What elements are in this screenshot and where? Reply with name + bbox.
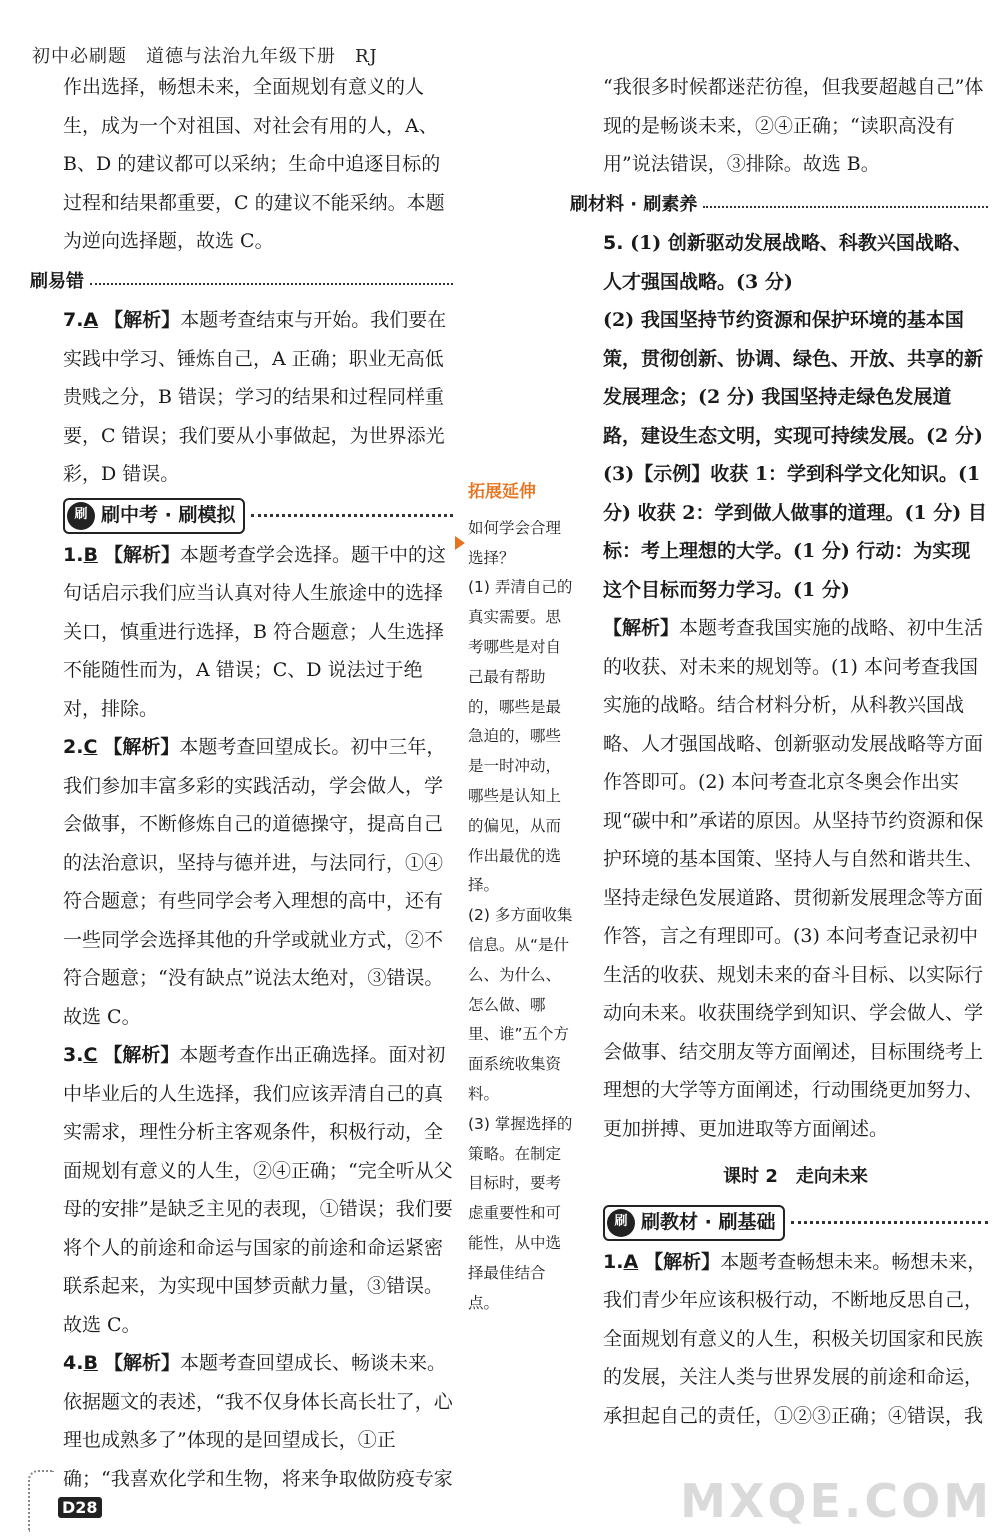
question-1: 1.B 【解析】本题考查学会选择。题干中的这句话启示我们应当认真对待人生旅途中的选择关口，慎重进行选择，B 符合题意；人生选择不能随性而为，A 错误；C、D 说法过于绝对，排除。: [63, 543, 446, 720]
sidebar-point-3: (3) 掌握选择的策略。在制定目标时，要考虑重要性和可能性，从中选择最佳结合点。: [468, 1114, 573, 1312]
lesson2-question-1: 1.A 【解析】本题考查畅想未来。畅想未来，我们青少年应该积极行动，不断地反思自己，全面规划有意义的人生，积极关切国家和民族的发展，关注人类与世界发展的前途和命运，承担起自己的责任，①②③正确；④错误，我: [603, 1250, 987, 1427]
corner-decoration: [28, 1470, 54, 1532]
intro-paragraph: 作出选择，畅想未来，全面规划有意义的人生，成为一个对祖国、对社会有用的人，A、B、D 的建议都可以采纳；生命中追逐目标的过程和结果都重要，C 的建议不能采纳。本题为逆向选择题，故选 C。: [63, 76, 445, 252]
question-3: 3.C 【解析】本题考查作出正确选择。面对初中毕业后的人生选择，我们应该弄清自己的真实需求，理性分析主客观条件，积极行动，全面规划有意义的人生，②④正确；“完全听从父母的安排”是缺乏主见的表现，①错误；我们要将个人的前途和命运与国家的前途和命运紧密联系起来，为实现中国梦贡献力量，③错误。故选 C。: [63, 1044, 453, 1336]
question-2: 2.C 【解析】本题考查回望成长。初中三年，我们参加丰富多彩的实践活动，学会做人，学会做事，不断修炼自己的道德操守，提高自己的法治意识，坚持与德并进，与法同行，①④符合题意；有些同学会考入理想的高中，还有一些同学会选择其他的升学或就业方式，②不符合题意；“没有缺点”说法太绝对，③错误。故选 C。: [63, 736, 446, 1028]
watermark: MXQE.COM: [680, 1474, 992, 1528]
sidebar-title: 拓展延伸: [468, 482, 536, 502]
question-5-analysis: 【解析】本题考查我国实施的战略、初中生活的收获、对未来的规划等。(1) 本问考查我国实施的战略。结合材料分析，从科教兴国战略、人才强国战略、创新驱动发展战略等方面作答即可。(2) 本问考查北京冬奥会作出实现“碳中和”承诺的原因。从坚持节约资源和保护环境的基本国策、坚持人与自然和谐共生、坚持走绿色发展道路、贯彻新发展理念等方面作答，言之有理即可。(3) 本问考查记录初中生活的收获、规划未来的奋斗目标、以实际行动向未来。收获围绕学到知识、学会做人、学会做事、结交朋友等方面阐述，目标围绕考上理想的大学等方面阐述，行动围绕更加努力、更加拼搏、更加进取等方面阐述。: [603, 617, 984, 1140]
question-4: 4.B 【解析】本题考查回望成长、畅谈未来。依据题文的表述，“我不仅身体长高长壮了，心理也成熟多了”体现的是回望成长，①正确；“我喜欢化学和生物，将来争取做防疫专家: [63, 1352, 453, 1490]
extension-sidebar: [468, 478, 576, 1318]
dotted-divider: [251, 514, 453, 517]
section-heading-cailiao: 刷材料 · 刷素养: [570, 186, 988, 225]
question-4-continued: “我很多时候都迷茫彷徨，但我要超越自己”体现的是畅谈未来，②④正确；“读职高没有用”说法错误，③排除。故选 B。: [603, 76, 984, 175]
question-5-answer-1: 5. (1) 创新驱动发展战略、科教兴国战略、人才强国战略。(3 分): [603, 232, 972, 293]
question-5-answer-3: (3)【示例】收获 1：学到科学文化知识。(1 分) 收获 2：学到做人做事的道理。(1 分) 目标：考上理想的大学。(1 分) 行动：为实现这个目标而努力学习。(1 分): [603, 463, 987, 601]
page-header: 初中必刷题 道德与法治九年级下册 RJ: [32, 46, 378, 67]
dotted-divider: [90, 283, 453, 285]
sidebar-point-1: (1) 弄清自己的真实需要。思考哪些是对自己最有帮助的，哪些是最急迫的，哪些是一时冲动，哪些是认知上的偏见，从而作出最优的选择。: [468, 578, 573, 895]
banner-zhongkao: 刷 刷中考 · 刷模拟: [63, 498, 453, 534]
sidebar-question: 如何学会合理选择？: [468, 518, 562, 567]
lesson-title: 课时 2 走向未来: [723, 1166, 868, 1187]
question-7: 7.A 【解析】本题考查结束与开始。我们要在实践中学习、锤炼自己，A 正确；职业无高低贵贱之分，B 错误；学习的结果和过程同样重要，C 错误；我们要从小事做起，为世界添光彩，D 错误。: [63, 309, 447, 485]
left-column: [30, 68, 453, 1498]
dotted-divider: [703, 206, 988, 208]
section-heading-yicuo: 刷易错: [30, 263, 453, 302]
right-column: [570, 68, 988, 1435]
page-number: D28: [58, 1497, 102, 1518]
book-icon: 刷: [67, 502, 95, 530]
sidebar-point-2: (2) 多方面收集信息。从“是什么、为什么、怎么做、哪里、谁”五个方面系统收集资料。: [468, 906, 573, 1103]
dotted-divider: [791, 1221, 988, 1224]
question-5-answer-2: (2) 我国坚持节约资源和保护环境的基本国策，贯彻创新、协调、绿色、开放、共享的新发展理念；(2 分) 我国坚持走绿色发展道路，建设生态文明，实现可持续发展。(2 分): [603, 309, 984, 447]
book-icon: 刷: [607, 1209, 635, 1237]
arrow-icon: [455, 536, 465, 550]
banner-jichu: 刷 刷教材 · 刷基础: [603, 1205, 988, 1241]
